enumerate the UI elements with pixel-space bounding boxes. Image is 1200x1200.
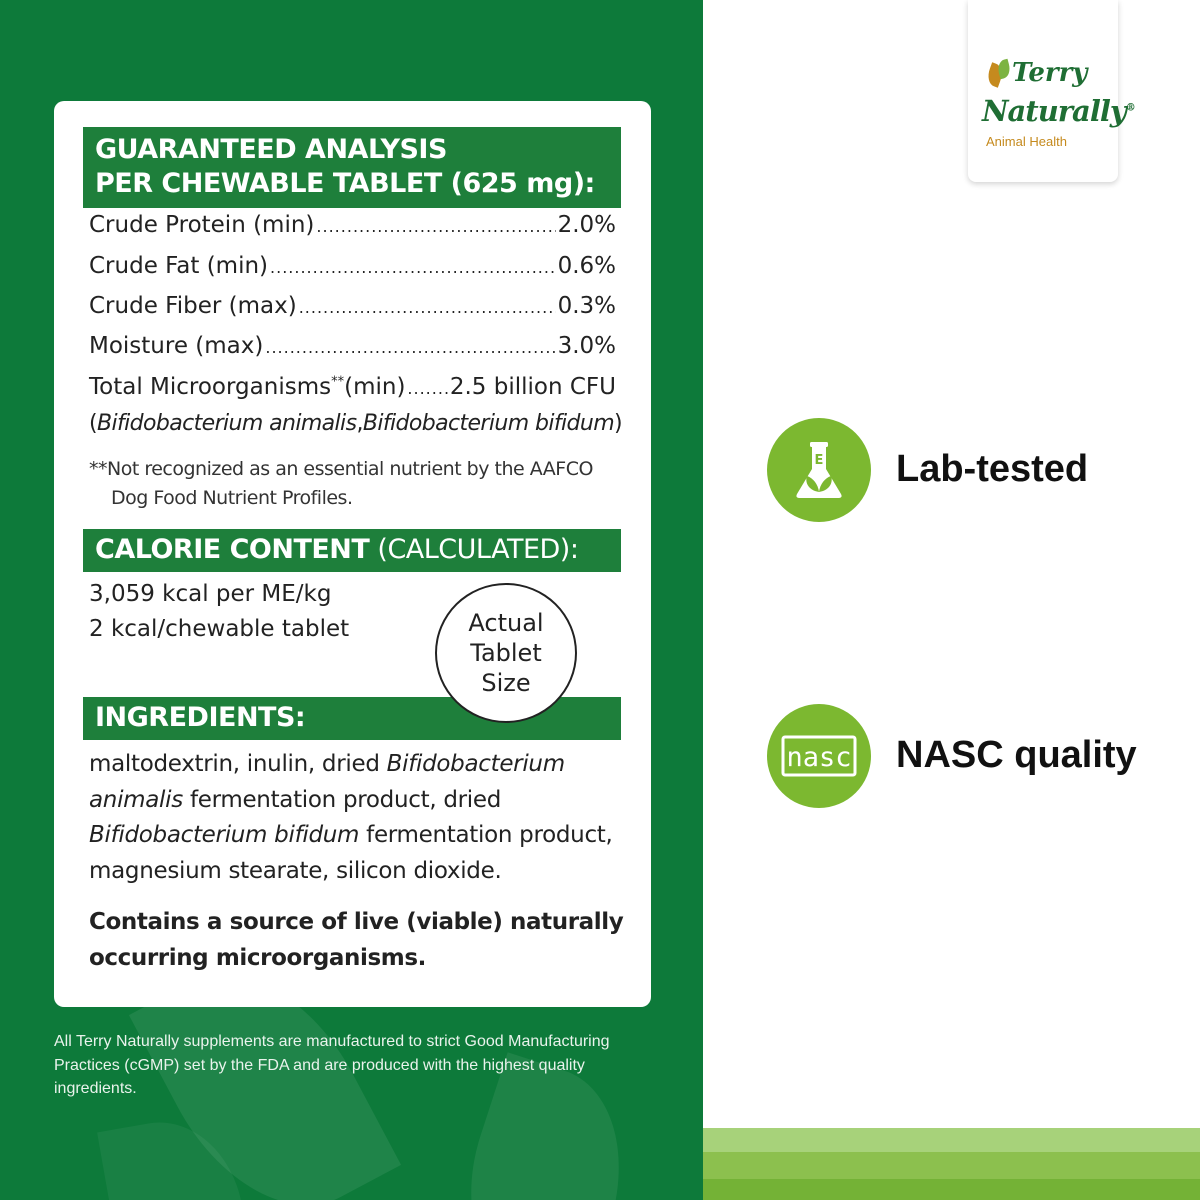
- calorie-per-tablet: 2 kcal/chewable tablet: [89, 616, 350, 642]
- analysis-row-crude-protein: Crude Protein (min) ..... 2.0%: [89, 212, 616, 246]
- lab-flask-icon: [767, 418, 871, 522]
- ingredients-header: INGREDIENTS:: [83, 697, 621, 740]
- leader-dots: [265, 338, 555, 357]
- guaranteed-analysis-header: GUARANTEED ANALYSIS PER CHEWABLE TABLET (625 mg):: [83, 127, 621, 208]
- leader-dots: [316, 217, 555, 236]
- analysis-row-crude-fat: Crude Fat (min) ..... 0.6%: [89, 253, 616, 287]
- calorie-content-header: CALORIE CONTENT (CALCULATED):: [83, 529, 621, 572]
- logo-wordmark-terry: Terry: [1012, 58, 1088, 88]
- bottom-stripe-dark: [703, 1179, 1200, 1200]
- gmp-disclaimer: All Terry Naturally supplements are manufactured to strict Good Manufacturing Practices (cGMP) set by the FDA and are produced with the highest quality ingredients.: [54, 1033, 610, 1097]
- bottom-stripe-light: [703, 1128, 1200, 1152]
- analysis-row-total-microorganisms: Total Microorganisms**(min) ..... 2.5 billion CFU: [89, 374, 616, 408]
- leader-dots: [299, 298, 556, 317]
- logo-wordmark-naturally: Naturally®: [982, 94, 1135, 128]
- nasc-icon-text: nasc: [786, 742, 852, 773]
- microorganism-species: (Bifidobacterium animalis,Bifidobacterium bifidum): [89, 411, 623, 436]
- aafco-footnote: **Not recognized as an essential nutrient by the AAFCO Dog Food Nutrient Profiles.: [89, 458, 593, 509]
- brand-logo: [968, 0, 1135, 182]
- lab-tested-label: Lab-tested: [896, 448, 1089, 490]
- analysis-row-moisture: Moisture (max) ..... 3.0%: [89, 333, 616, 367]
- bottom-stripe-mid: [703, 1152, 1200, 1179]
- analysis-row-crude-fiber: Crude Fiber (max) ..... 0.3%: [89, 293, 616, 327]
- ingredients-text: maltodextrin, inulin, dried Bifidobacterium animalis fermentation product, dried Bifidobacterium bifidum fermentation product, magnesium stearate, silicon dioxide.: [89, 751, 613, 884]
- nasc-quality-label: NASC quality: [896, 734, 1137, 776]
- leader-dots: [407, 379, 447, 398]
- calorie-per-kg: 3,059 kcal per ME/kg: [89, 581, 332, 607]
- nasc-icon: [767, 704, 871, 808]
- nutrition-label-card: [54, 101, 651, 1007]
- leader-dots: [270, 258, 556, 277]
- live-microorganisms-statement: Contains a source of live (viable) naturally occurring microorganisms.: [89, 909, 624, 971]
- nasc-quality-badge: [767, 704, 871, 808]
- svg-text:E: E: [814, 453, 824, 468]
- logo-tagline: Animal Health: [986, 134, 1067, 149]
- lab-tested-badge: [767, 418, 871, 522]
- actual-tablet-size-circle: Actual Tablet Size: [435, 583, 577, 723]
